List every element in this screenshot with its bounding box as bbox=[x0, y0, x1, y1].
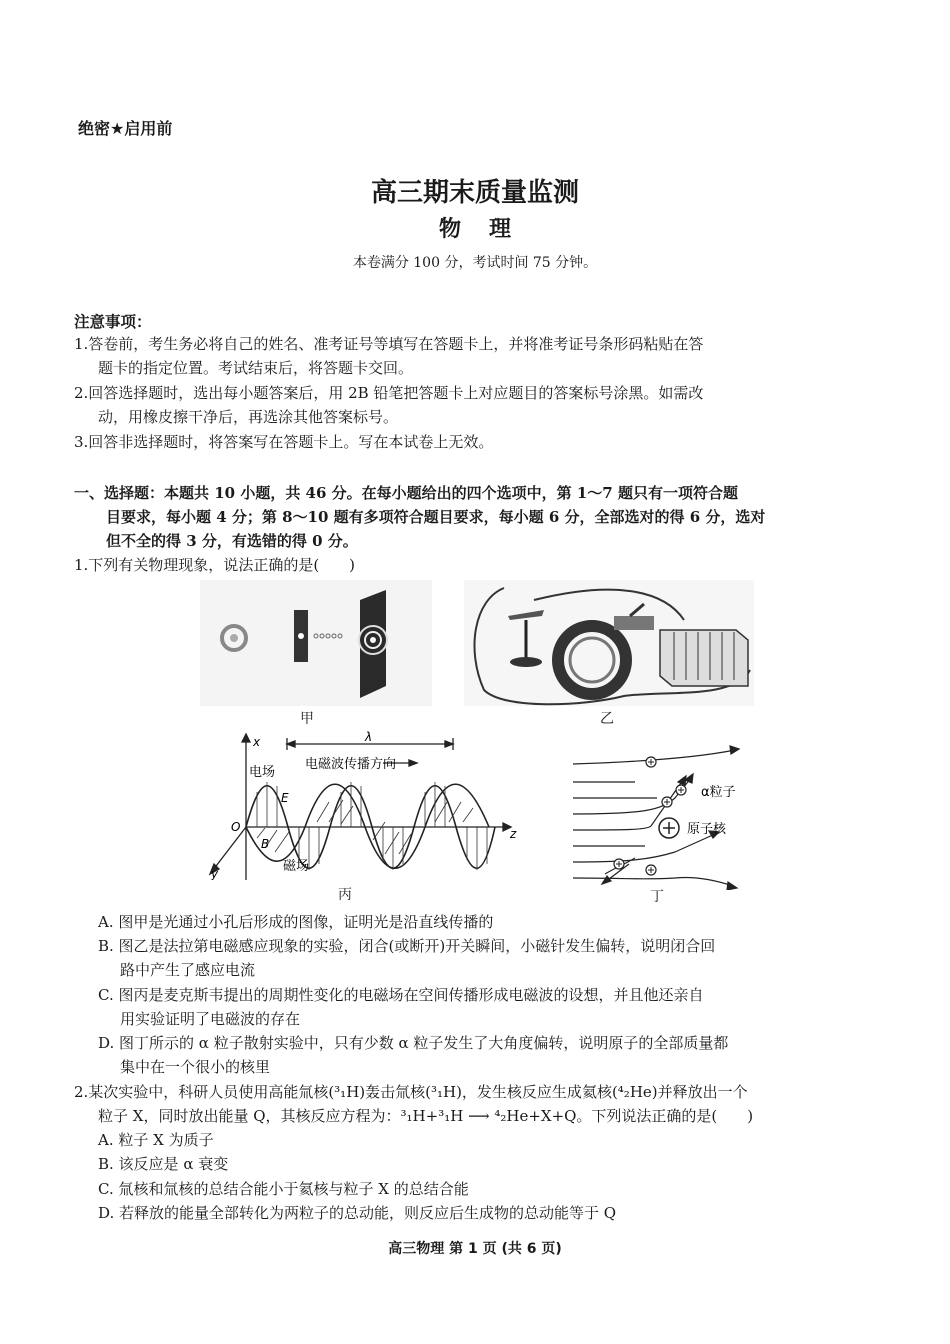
figure-ding bbox=[565, 740, 755, 890]
y-axis bbox=[213, 827, 246, 870]
figure-bing-label: 丙 bbox=[338, 887, 352, 903]
notice-line: 动，用橡皮擦干净后，再选涂其他答案标号。 bbox=[98, 408, 399, 426]
exam-title: 高三期末质量监测 bbox=[370, 178, 579, 208]
z-axis-label: z bbox=[510, 827, 517, 841]
alpha-label: α粒子 bbox=[701, 785, 736, 800]
notice-heading: 注意事项： bbox=[74, 313, 152, 331]
figure-jia-label: 甲 bbox=[300, 711, 314, 727]
secret-mark: 绝密★启用前 bbox=[78, 119, 173, 138]
y-axis-label: y bbox=[211, 867, 219, 880]
figure-yi-label: 乙 bbox=[600, 711, 614, 727]
section-instruction: 但不全的得 3 分，有选错的得 0 分。 bbox=[106, 532, 358, 550]
q1-option-d: D. 图丁所示的 α 粒子散射实验中，只有少数 α 粒子发生了大角度偏转，说明原子的全部质量都 bbox=[98, 1034, 729, 1052]
origin-label: O bbox=[231, 820, 241, 834]
q1-option-b-cont: 路中产生了感应电流 bbox=[120, 961, 256, 979]
notice-line: 1.答卷前，考生务必将自己的姓名、准考证号等填写在答题卡上，并将准考证号条形码粘贴在答 bbox=[74, 335, 704, 353]
bfield-label: 磁场 bbox=[283, 859, 310, 874]
section-instruction: 一、选择题：本题共 10 小题，共 46 分。在每小题给出的四个选项中，第 1～7 题只有一项符合题 bbox=[74, 484, 738, 502]
figure-ding-label: 丁 bbox=[650, 889, 664, 905]
q1-option-a: A. 图甲是光通过小孔后形成的图像，证明光是沿直线传播的 bbox=[98, 913, 494, 931]
q1-option-c: C. 图丙是麦克斯韦提出的周期性变化的电磁场在空间传播形成电磁波的设想，并且他还亲自 bbox=[98, 986, 704, 1004]
figure-jia bbox=[200, 580, 432, 706]
notice-line: 3.回答非选择题时，将答案写在答题卡上。写在本试卷上无效。 bbox=[74, 433, 494, 451]
figure-yi bbox=[464, 580, 754, 706]
q2-option-d: D. 若释放的能量全部转化为两粒子的总动能，则反应后生成物的总动能等于 Q bbox=[98, 1204, 617, 1222]
notice-line: 题卡的指定位置。考试结束后，将答题卡交回。 bbox=[98, 359, 414, 377]
page-footer: 高三物理 第 1 页 (共 6 页) bbox=[388, 1241, 562, 1257]
q2-option-b: B. 该反应是 α 衰变 bbox=[98, 1155, 229, 1173]
b-label: B bbox=[261, 837, 270, 851]
notice-line: 2.回答选择题时，选出每小题答案后，用 2B 铅笔把答题卡上对应题目的答案标号涂黑。如需改 bbox=[74, 384, 704, 402]
wavelength-label: λ bbox=[365, 730, 373, 744]
figure-bing bbox=[205, 730, 525, 880]
e-label: E bbox=[281, 791, 289, 805]
efield-label: 电场 bbox=[249, 765, 276, 780]
x-axis-label: x bbox=[253, 735, 261, 749]
score-info: 本卷满分 100 分，考试时间 75 分钟。 bbox=[352, 255, 598, 271]
q2-option-c: C. 氚核和氚核的总结合能小于氦核与粒子 X 的总结合能 bbox=[98, 1180, 469, 1198]
q1-option-c-cont: 用实验证明了电磁波的存在 bbox=[120, 1010, 301, 1028]
propagation-label: 电磁波传播方向 bbox=[305, 757, 397, 772]
q1-stem: 1.下列有关物理现象，说法正确的是( ) bbox=[74, 556, 356, 574]
subject-title: 物理 bbox=[438, 217, 539, 242]
q1-option-b: B. 图乙是法拉第电磁感应现象的实验，闭合(或断开)开关瞬间，小磁针发生偏转，说明闭合回 bbox=[98, 937, 716, 955]
nucleus-label: 原子核 bbox=[687, 822, 727, 837]
section-instruction: 目要求，每小题 4 分；第 8～10 题有多项符合题目要求，每小题 6 分，全部选对的得 6 分，选对 bbox=[106, 508, 766, 526]
q2-stem-cont: 粒子 X，同时放出能量 Q，其核反应方程为：³₁H+³₁H ⟶ ⁴₂He+X+Q。下列说法正确的是( ) bbox=[98, 1107, 754, 1125]
q2-stem: 2.某次实验中，科研人员使用高能氚核(³₁H)轰击氚核(³₁H)，发生核反应生成氦核(⁴₂He)并释放出一个 bbox=[74, 1083, 748, 1101]
q2-option-a: A. 粒子 X 为质子 bbox=[98, 1131, 214, 1149]
q1-option-d-cont: 集中在一个很小的核里 bbox=[120, 1058, 271, 1076]
